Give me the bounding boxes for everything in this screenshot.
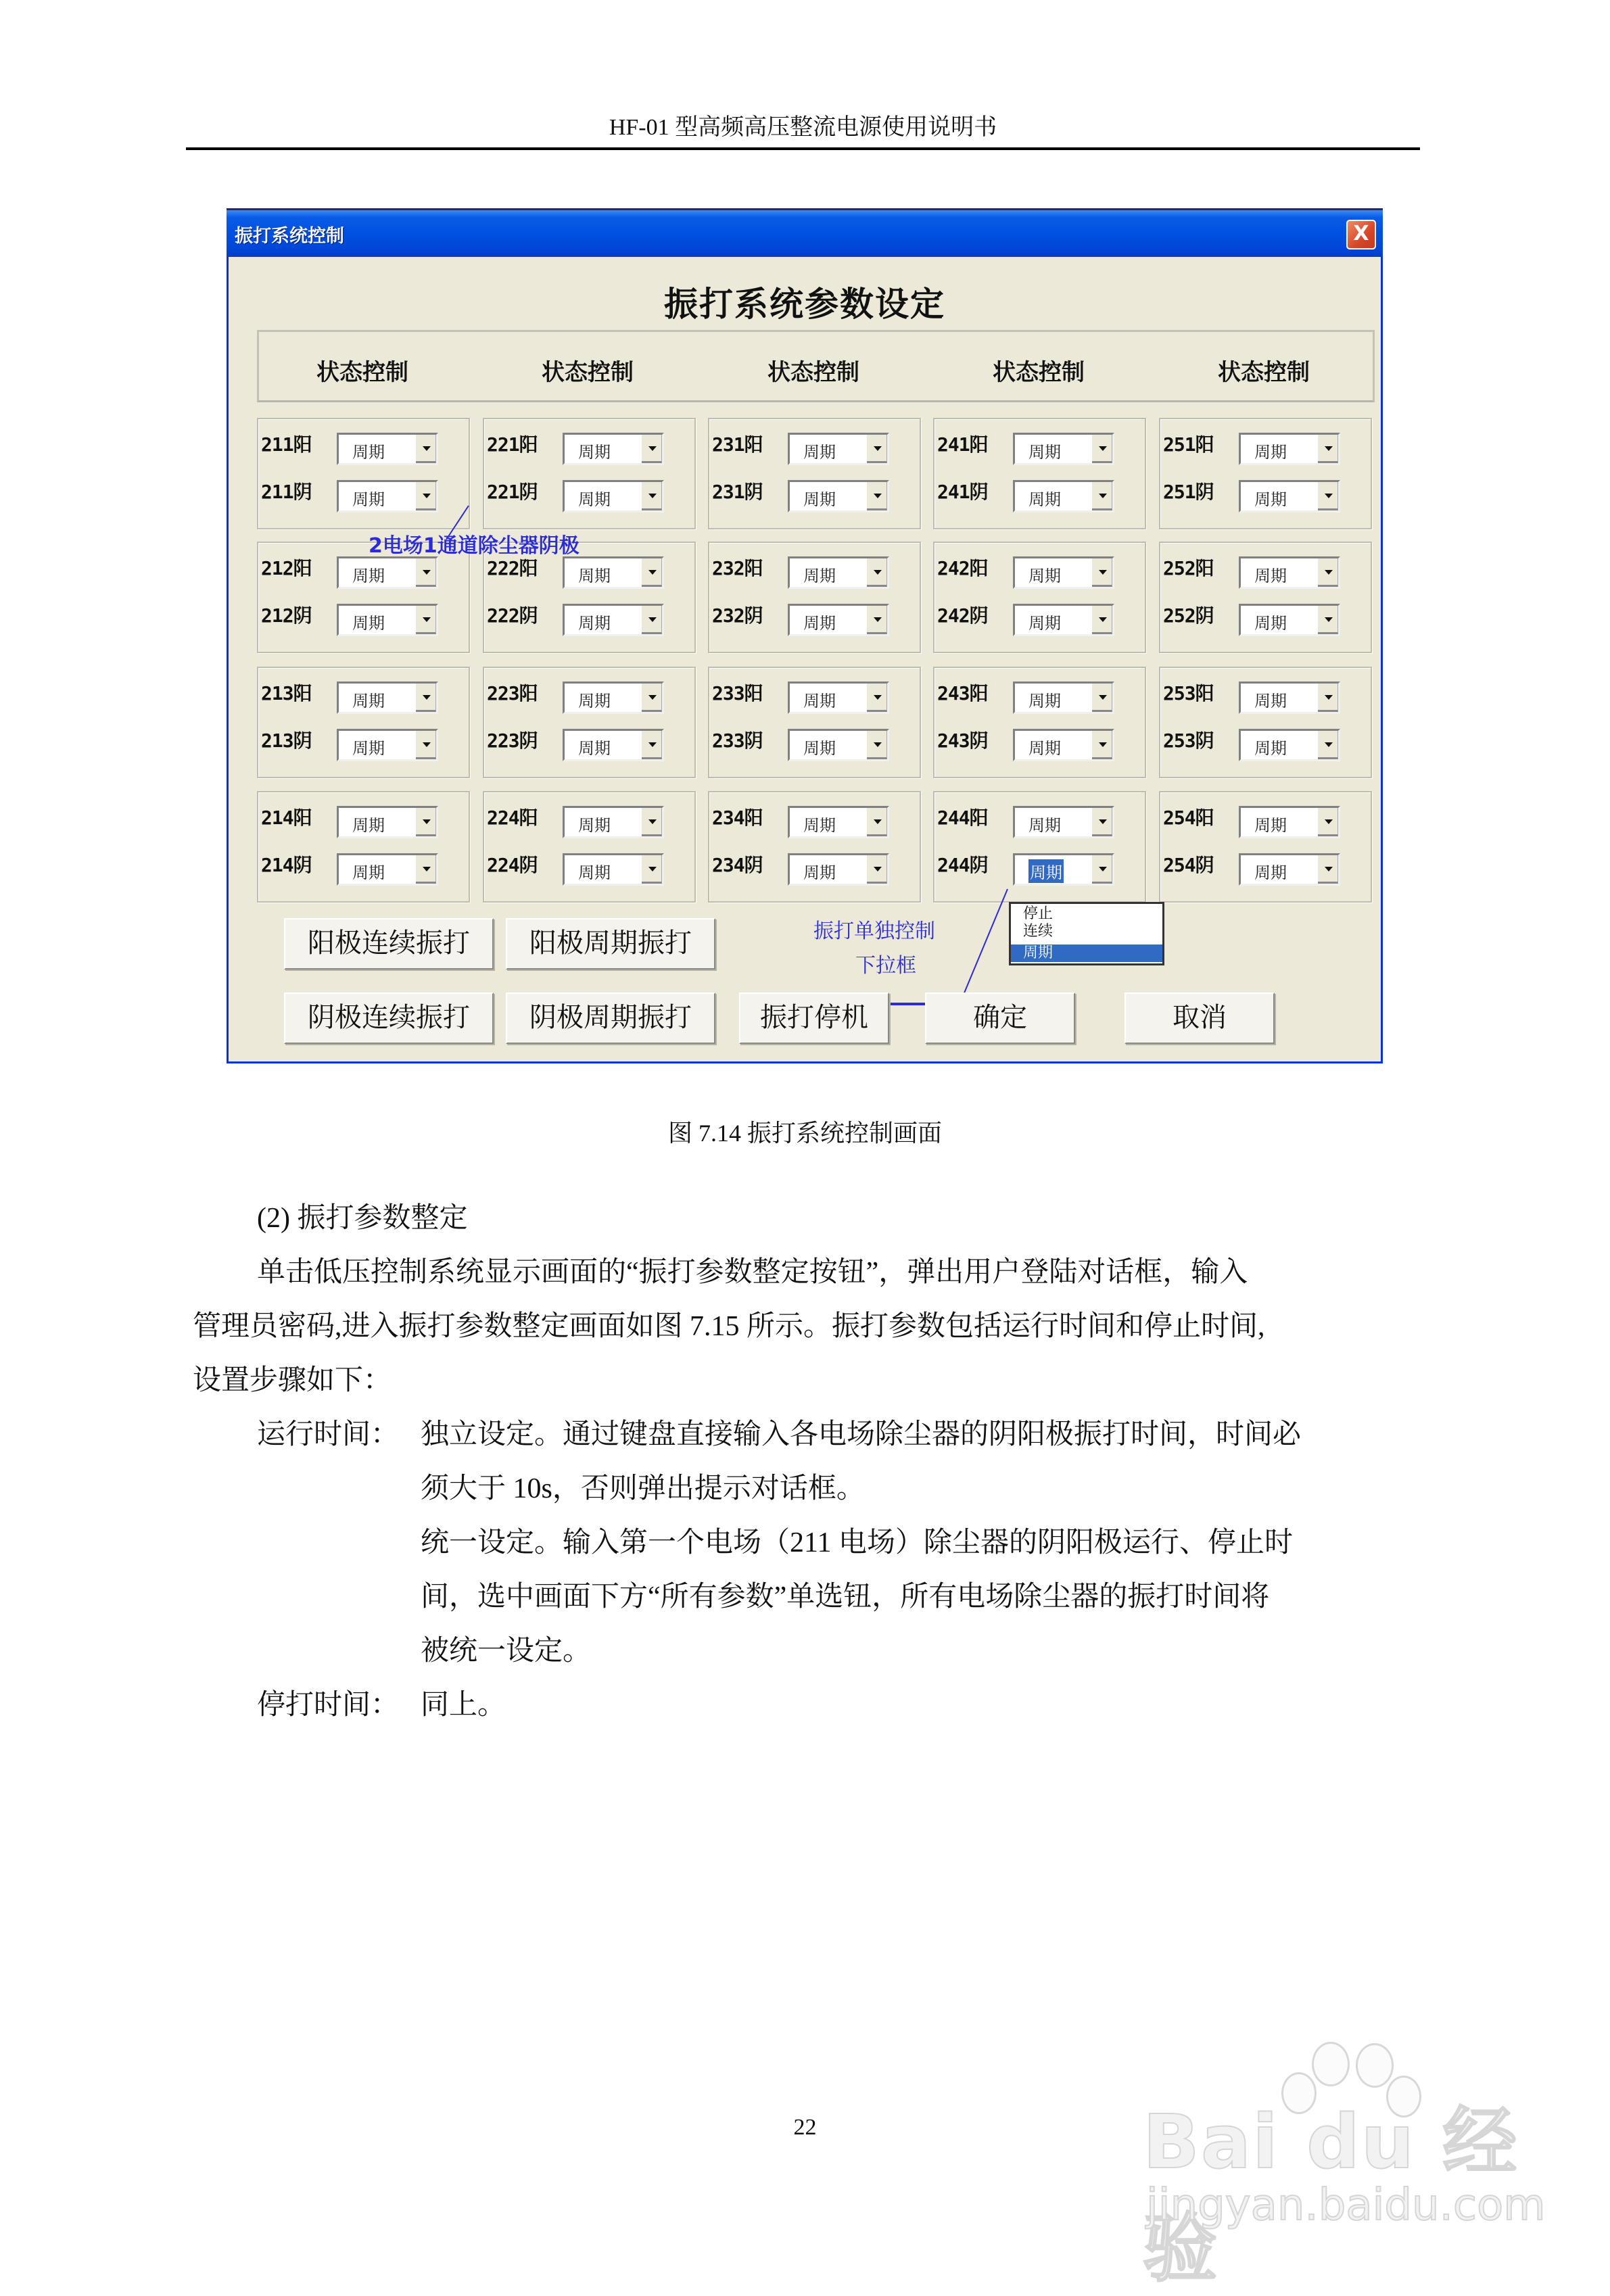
status-control-label: 状态控制: [993, 359, 1085, 386]
anode-continuous-rapping-button[interactable]: 阳极连续振打: [284, 918, 494, 970]
anode-label: 243阳: [937, 682, 988, 704]
anode-label: 234阳: [712, 807, 763, 829]
anode-label: 211阳: [261, 433, 312, 456]
anode-label: 212阳: [261, 557, 312, 579]
dialog-window-title: 振打系统控制: [235, 226, 344, 247]
anode-label: 224阳: [487, 807, 538, 829]
anode-label: 213阳: [261, 682, 312, 704]
cathode-mode-value: 周期: [578, 614, 611, 633]
cathode-mode-value: 周期: [578, 863, 611, 882]
run-time-line: 独立设定。通过键盘直接输入各电场除尘器的阴阳极振打时间，时间必: [421, 1419, 1302, 1450]
cathode-mode-value: 周期: [1254, 863, 1287, 882]
anode-mode-value: 周期: [1254, 692, 1287, 711]
status-control-label: 状态控制: [1218, 359, 1310, 386]
confirm-button[interactable]: 确定: [925, 992, 1075, 1044]
anode-mode-value: 周期: [1028, 816, 1061, 835]
anode-mode-value: 周期: [803, 443, 836, 462]
anode-label: 231阳: [712, 433, 763, 456]
header-rule: [186, 147, 1420, 150]
cathode-mode-value: 周期: [1254, 490, 1287, 509]
anode-label: 214阳: [261, 807, 312, 829]
cathode-label: 251阴: [1163, 481, 1214, 503]
watermark-url: jingyan.baidu.com: [1146, 2180, 1546, 2230]
dropdown-option-stop[interactable]: 停止: [1023, 905, 1053, 922]
cathode-label: 254阴: [1163, 854, 1214, 876]
cathode-label: 224阴: [487, 854, 538, 876]
cathode-mode-value: 周期: [352, 739, 385, 758]
anode-mode-value: 周期: [803, 567, 836, 585]
anode-mode-value: 周期: [1254, 567, 1287, 585]
status-control-label: 状态控制: [542, 359, 634, 386]
anode-mode-value: 周期: [1254, 443, 1287, 462]
anode-label: 252阳: [1163, 557, 1214, 579]
paw-toe-icon: [1312, 2042, 1350, 2086]
anode-mode-value: 周期: [352, 443, 385, 462]
run-time-label: 运行时间：: [257, 1419, 400, 1450]
anode-label: 221阳: [487, 433, 538, 456]
anode-mode-value: 周期: [1028, 692, 1061, 711]
run-time-line: 统一设定。输入第一个电场（211 电场）除尘器的阴阳极运行、停止时: [421, 1527, 1293, 1558]
cathode-label: 213阴: [261, 730, 312, 752]
anode-mode-value: 周期: [1028, 567, 1061, 585]
cathode-label: 232阴: [712, 604, 763, 627]
anode-label: 253阳: [1163, 682, 1214, 704]
cathode-mode-value: 周期: [1254, 739, 1287, 758]
anode-mode-value: 周期: [352, 567, 385, 585]
cathode-mode-value: 周期: [803, 614, 836, 633]
cathode-label: 234阴: [712, 854, 763, 876]
page-number: 22: [793, 2115, 817, 2140]
anode-label: 232阳: [712, 557, 763, 579]
anode-label: 242阳: [937, 557, 988, 579]
cathode-label: 253阴: [1163, 730, 1214, 752]
cathode-label: 252阴: [1163, 604, 1214, 627]
anode-mode-value: 周期: [578, 567, 611, 585]
dialog-heading: 振打系统参数设定: [664, 285, 945, 324]
anode-mode-value: 周期: [803, 692, 836, 711]
run-time-line: 须大于 10s，否则弹出提示对话框。: [421, 1473, 865, 1504]
dropdown-option-periodic[interactable]: 周期: [1011, 944, 1162, 962]
cathode-mode-value: 周期: [1028, 490, 1061, 509]
cathode-periodic-rapping-button[interactable]: 阴极周期振打: [506, 992, 715, 1044]
anode-label: 223阳: [487, 682, 538, 704]
baidu-jingyan-watermark: [1143, 2035, 1546, 2292]
anode-label: 241阳: [937, 433, 988, 456]
paragraph-line: 单击低压控制系统显示画面的“振打参数整定按钮”，弹出用户登陆对话框，输入: [257, 1257, 1248, 1288]
cathode-continuous-rapping-button[interactable]: 阴极连续振打: [284, 992, 494, 1044]
cathode-label: 223阴: [487, 730, 538, 752]
section-heading: (2) 振打参数整定: [257, 1203, 468, 1234]
cathode-label: 244阴: [937, 854, 988, 876]
anode-mode-value: 周期: [578, 816, 611, 835]
cathode-label: 243阴: [937, 730, 988, 752]
cathode-mode-value: 周期: [1028, 614, 1061, 633]
annotation-dropdown-note-1: 振打单独控制: [813, 919, 935, 943]
anode-label: 251阳: [1163, 433, 1214, 456]
document-header: HF-01 型高频高压整流电源使用说明书: [609, 115, 997, 140]
rapping-stop-button[interactable]: 振打停机: [739, 992, 889, 1044]
anode-mode-value: 周期: [578, 443, 611, 462]
anode-mode-value: 周期: [352, 692, 385, 711]
watermark-logo-text: Bai du 经验: [1143, 2099, 1519, 2292]
anode-label: 244阳: [937, 807, 988, 829]
cathode-label: 241阴: [937, 481, 988, 503]
cathode-label: 211阴: [261, 481, 312, 503]
stop-time-text: 同上。: [421, 1690, 506, 1721]
cathode-mode-value: 周期: [1028, 859, 1064, 883]
dropdown-option-continuous[interactable]: 连续: [1023, 923, 1053, 940]
cathode-mode-value: 周期: [803, 863, 836, 882]
paw-toe-icon: [1356, 2043, 1394, 2088]
annotation-cathode-note: 2电场1通道除尘器阴极: [369, 534, 579, 558]
anode-mode-value: 周期: [578, 692, 611, 711]
cathode-label: 222阴: [487, 604, 538, 627]
status-control-label: 状态控制: [316, 359, 408, 386]
status-control-label: 状态控制: [767, 359, 859, 386]
cathode-mode-value: 周期: [803, 490, 836, 509]
anode-periodic-rapping-button[interactable]: 阳极周期振打: [506, 918, 715, 970]
paragraph-line: 管理员密码,进入振打参数整定画面如图 7.15 所示。振打参数包括运行时间和停止时间,: [193, 1311, 1265, 1342]
rapping-control-dialog: [227, 208, 1383, 1063]
cathode-mode-value: 周期: [578, 490, 611, 509]
anode-mode-value: 周期: [803, 816, 836, 835]
figure-caption: 图 7.14 振打系统控制画面: [667, 1120, 942, 1147]
cathode-mode-value: 周期: [352, 863, 385, 882]
cathode-label: 231阴: [712, 481, 763, 503]
anode-label: 254阳: [1163, 807, 1214, 829]
run-time-line: 间，选中画面下方“所有参数”单选钮，所有电场除尘器的振打时间将: [421, 1581, 1270, 1612]
cathode-mode-value: 周期: [352, 490, 385, 509]
cathode-mode-value: 周期: [352, 614, 385, 633]
run-time-line: 被统一设定。: [421, 1635, 592, 1667]
paragraph-line: 设置步骤如下：: [193, 1365, 392, 1396]
close-icon: X: [1353, 222, 1369, 245]
cathode-label: 214阴: [261, 854, 312, 876]
cathode-label: 242阴: [937, 604, 988, 627]
cathode-mode-value: 周期: [803, 739, 836, 758]
cathode-label: 212阴: [261, 604, 312, 627]
cathode-label: 233阴: [712, 730, 763, 752]
cancel-button[interactable]: 取消: [1124, 992, 1275, 1044]
cathode-mode-value: 周期: [1254, 614, 1287, 633]
anode-label: 222阳: [487, 557, 538, 579]
annotation-dropdown-note-2: 下拉框: [855, 954, 916, 978]
stop-time-label: 停打时间：: [257, 1690, 400, 1721]
cathode-mode-value: 周期: [578, 739, 611, 758]
cathode-mode-value: 周期: [1028, 739, 1061, 758]
anode-mode-value: 周期: [1028, 443, 1061, 462]
anode-label: 233阳: [712, 682, 763, 704]
anode-mode-value: 周期: [1254, 816, 1287, 835]
anode-mode-value: 周期: [352, 816, 385, 835]
cathode-label: 221阴: [487, 481, 538, 503]
